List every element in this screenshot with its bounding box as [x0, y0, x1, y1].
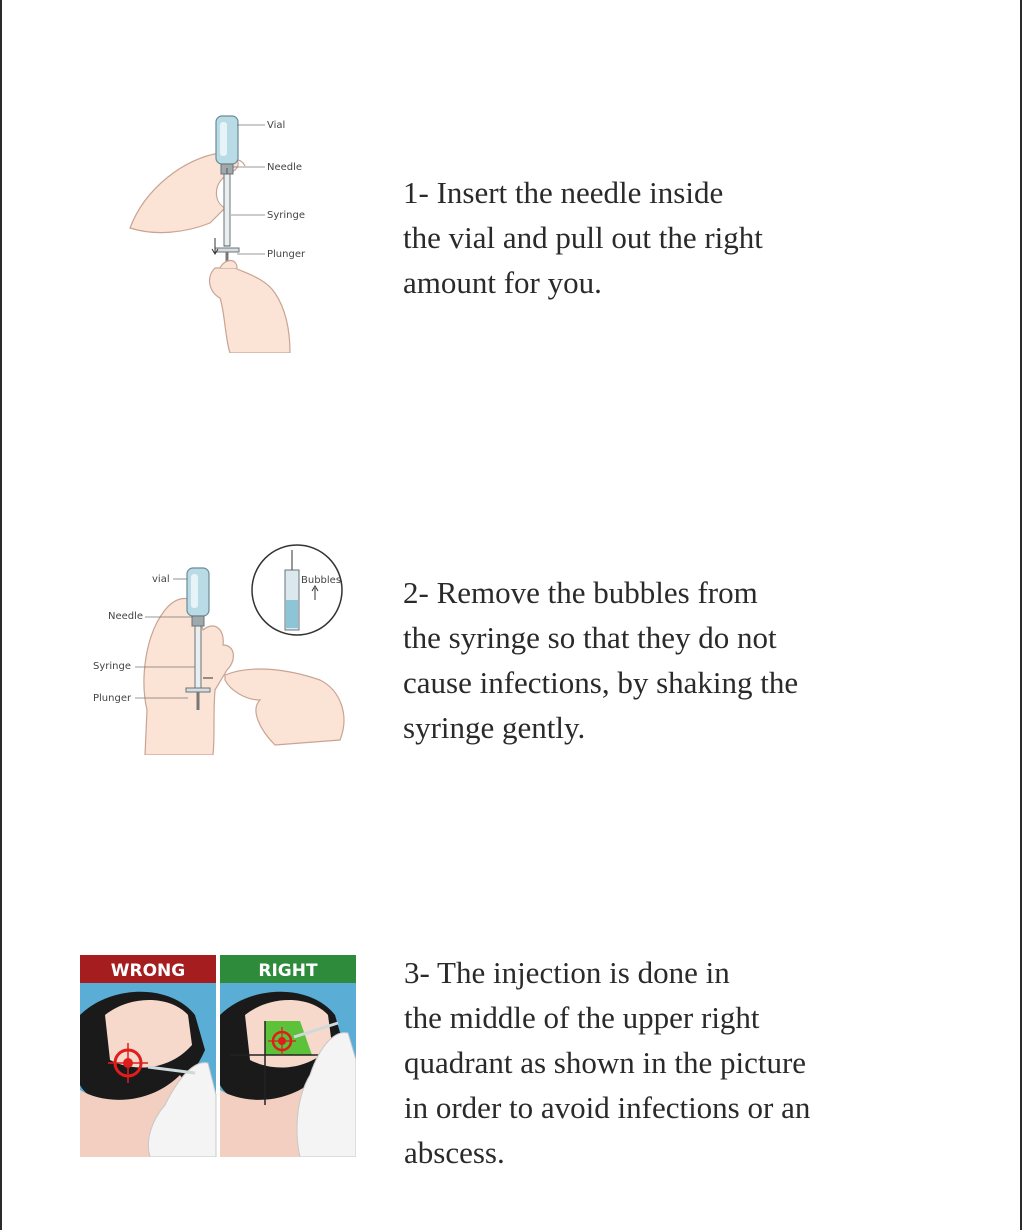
wrong-panel: [80, 955, 216, 1157]
label-vial: vial: [152, 574, 170, 585]
step2-text: 2- Remove the bubbles from the syringe so that they do not cause infections, by shaking the syringe gently.: [403, 575, 799, 745]
label-needle: Needle: [267, 162, 303, 173]
right-panel: [220, 955, 356, 1157]
label-plunger: Plunger: [267, 249, 306, 260]
step1-text: 1- Insert the needle inside the vial and pull out the right amount for you.: [403, 175, 763, 300]
label-needle: Needle: [108, 611, 144, 622]
step1-illustration: [125, 108, 325, 353]
wrong-label: WRONG: [110, 961, 186, 981]
label-bubbles: Bubbles: [301, 575, 342, 586]
step3-illustration: [80, 955, 356, 1157]
label-vial: Vial: [267, 120, 286, 131]
label-plunger: Plunger: [93, 693, 132, 704]
step2-illustration: [85, 540, 355, 755]
step3-text: 3- The injection is done in the middle of the upper right quadrant as shown in the picture in order to avoid infections or an abscess.: [404, 955, 811, 1170]
label-syringe: Syringe: [93, 661, 131, 672]
label-syringe: Syringe: [267, 210, 305, 221]
right-label: RIGHT: [258, 961, 318, 981]
